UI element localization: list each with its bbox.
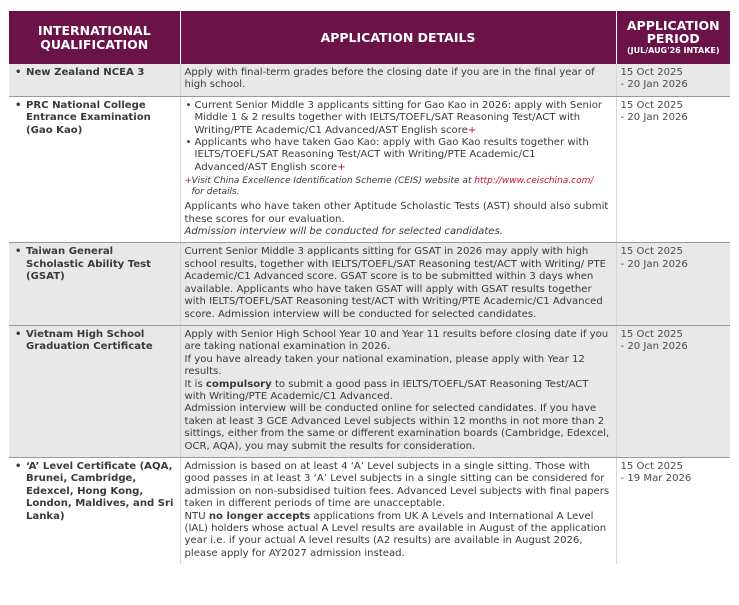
bullet-icon: • xyxy=(15,99,22,111)
row-details: Apply with final-term grades before the closing date if you are in the final year of high school. xyxy=(180,64,616,96)
row-details: Current Senior Middle 3 applicants sitting for GSAT in 2026 may apply with high school results, together with IELTS/TOEFL/SAT Reasoning test/ACT with Writing/ PTE Academic/C1 Advanced score. GSAT score is to be submitted within 3 days when available. Applicants who have taken GSAT will apply with GSAT results together with IELTS/TOEFL/SAT Reasoning test/ACT with Writing/PTE Academic/C1 Advanced score. Admission interview will be conducted for selected candidates. xyxy=(180,243,616,325)
ceis-link[interactable]: http://www.ceischina.com/ xyxy=(474,176,594,187)
row-period: 15 Oct 2025 - 20 Jan 2026 xyxy=(616,243,730,325)
row-period: 15 Oct 2025 - 20 Jan 2026 xyxy=(616,64,730,96)
header-qualification: INTERNATIONAL QUALIFICATION xyxy=(9,11,180,64)
qualification-table xyxy=(9,11,730,564)
row-period: 15 Oct 2025 - 19 Mar 2026 xyxy=(616,457,730,564)
row-period: 15 Oct 2025 - 20 Jan 2026 xyxy=(616,325,730,457)
table-row xyxy=(9,457,730,564)
bullet-icon: • xyxy=(15,328,22,340)
row-period: 15 Oct 2025 - 20 Jan 2026 xyxy=(616,96,730,243)
list-item: • Current Senior Middle 3 applicants sitting for Gao Kao in 2026: apply with Senior Middle 1 & 2 results together with IELTS/TOEFL/SAT Reasoning Test/ACT with Writing/PTE Academic/C1 Advanced/AST English score+ xyxy=(185,99,603,136)
bullet-icon: • xyxy=(15,460,22,472)
ceis-note: + Visit China Excellence Identification Scheme (CEIS) website at http://www.ceischina.com/ for details. xyxy=(184,176,594,198)
row-qualification: • New Zealand NCEA 3 xyxy=(9,64,180,96)
table-row xyxy=(9,243,730,325)
header-period-intake: (JUL/AUG'26 INTAKE) xyxy=(626,45,720,55)
bullet-icon: • xyxy=(15,67,22,78)
row-qualification: • PRC National College Entrance Examination (Gao Kao) xyxy=(9,96,180,243)
table-header xyxy=(9,11,730,64)
table-row xyxy=(9,96,730,243)
header-details: APPLICATION DETAILS xyxy=(180,11,616,64)
table-row xyxy=(9,64,730,96)
row-details: • Current Senior Middle 3 applicants sitting for Gao Kao in 2026: apply with Senior Middle 1 & 2 results together with IELTS/TOEFL/SAT Reasoning Test/ACT with Writing/PTE Academic/C1 Advanced/AST English score+ • Applicants who have taken Gao Kao: apply with Gao Kao results together with IELTS/TOEFL/SAT Reasoning Test/ACT with Writing/PTE Academic/C1 Advanced/AST English score+ + Visit China Excellence Identification Scheme (CEIS) website at http://www.ceischina.com/ for details. Applicants who have taken other Aptitude Scholastic Tests (AST) should also submit these scores for our evaluation. Admission interview will be conducted for selected candidates. xyxy=(180,96,616,243)
row-details: Admission is based on at least 4 ‘A’ Level subjects in a single sitting. Those with good passes in at least 3 ‘A’ Level subjects in a single sitting can be considered for admission on non-subsidised tuition fees. Advanced Level subjects with final papers taken in different periods of time are unacceptable. NTU no longer accepts applications from UK A Levels and International A Level (IAL) holders whose actual A Level results are available in August of the application year i.e. if your actual A level results (A2 results) are available in August 2026, please apply for AY2027 admission instead. xyxy=(180,457,616,564)
table-row xyxy=(9,325,730,457)
header-period: APPLICATION PERIOD (JUL/AUG'26 INTAKE) xyxy=(616,11,730,64)
row-qualification: • ‘A’ Level Certificate (AQA, Brunei, Cambridge, Edexcel, Hong Kong, London, Maldives, and Sri Lanka) xyxy=(9,457,180,564)
bullet-icon: • xyxy=(15,246,22,258)
row-qualification: • Vietnam High School Graduation Certificate xyxy=(9,325,180,457)
row-qualification: • Taiwan General Scholastic Ability Test (GSAT) xyxy=(9,243,180,325)
list-item: • Applicants who have taken Gao Kao: apply with Gao Kao results together with IELTS/TOEFL/SAT Reasoning Test/ACT with Writing/PTE Academic/C1 Advanced/AST English score+ xyxy=(185,137,589,173)
row-details: Apply with Senior High School Year 10 and Year 11 results before closing date if you are taking national examination in 2026. If you have already taken your national examination, please apply with Year 12 results. It is compulsory to submit a good pass in IELTS/TOEFL/SAT Reasoning Test/ACT with Writing/PTE Academic/C1 Advanced. Admission interview will be conducted online for selected candidates. If you have taken at least 3 GCE Advanced Level subjects within 12 months in not more than 2 sittings, either from the same or different examination boards (Cambridge, Edexcel, OCR, AQA), you may submit the results for consideration. xyxy=(180,325,616,457)
